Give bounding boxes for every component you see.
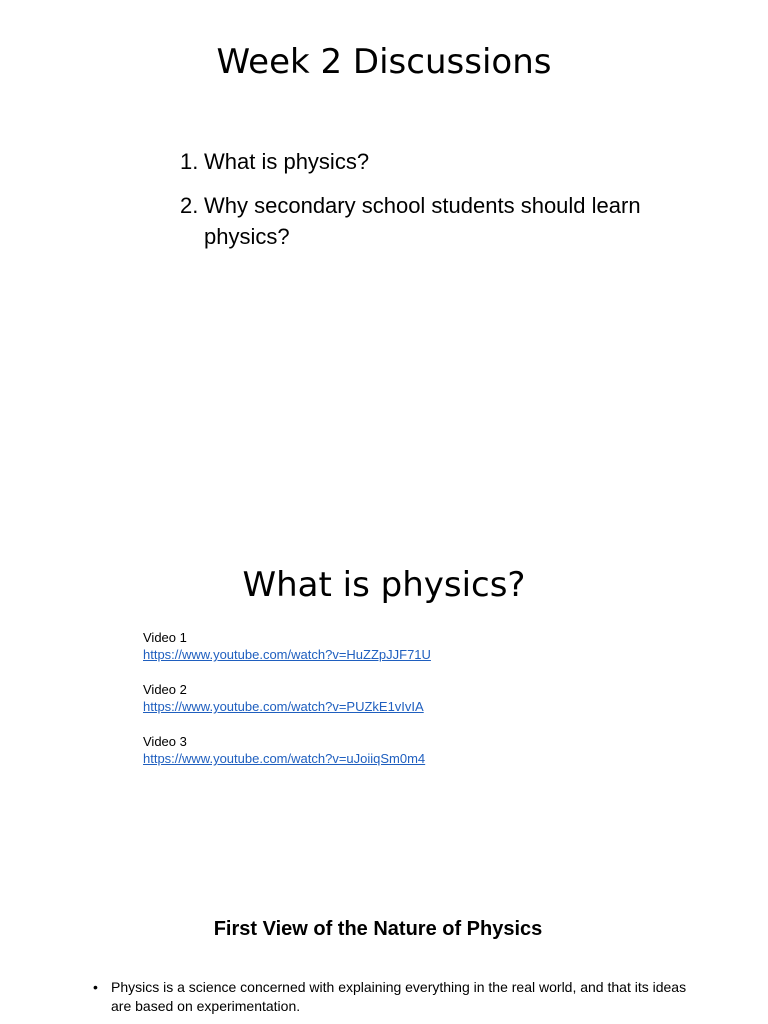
list-item bbox=[180, 190, 700, 252]
video-label: Video 3 bbox=[143, 734, 187, 749]
video-links-list bbox=[143, 629, 623, 785]
list-item-number: 2. bbox=[180, 193, 199, 218]
list-item-number: 1. bbox=[180, 149, 199, 174]
list-item bbox=[93, 978, 693, 1016]
video-item bbox=[143, 733, 623, 767]
video-link[interactable]: https://www.youtube.com/watch?v=PUZkE1vIvIA bbox=[143, 699, 424, 714]
bullet-text: Physics is a science concerned with explaining everything in the real world, and that its ideas are based on experimentation. bbox=[111, 979, 687, 1014]
list-item-text: What is physics? bbox=[204, 149, 370, 174]
list-item bbox=[180, 146, 700, 177]
list-item-text: Why secondary school students should learn physics? bbox=[204, 193, 641, 249]
slide-title-week-2: Week 2 Discussions bbox=[216, 42, 552, 82]
discussion-questions-list bbox=[180, 146, 700, 265]
slide-title-what-is-physics: What is physics? bbox=[242, 565, 526, 605]
video-link[interactable]: https://www.youtube.com/watch?v=HuZZpJJF71U bbox=[143, 647, 431, 662]
slide-title-nature-of-physics: First View of the Nature of Physics bbox=[213, 918, 543, 940]
bullet-marker: • bbox=[93, 979, 98, 995]
video-item bbox=[143, 681, 623, 715]
video-label: Video 1 bbox=[143, 630, 187, 645]
video-item bbox=[143, 629, 623, 663]
video-link[interactable]: https://www.youtube.com/watch?v=uJoiiqSm0m4 bbox=[143, 751, 426, 766]
video-label: Video 2 bbox=[143, 682, 187, 697]
bullet-list bbox=[93, 978, 693, 1016]
